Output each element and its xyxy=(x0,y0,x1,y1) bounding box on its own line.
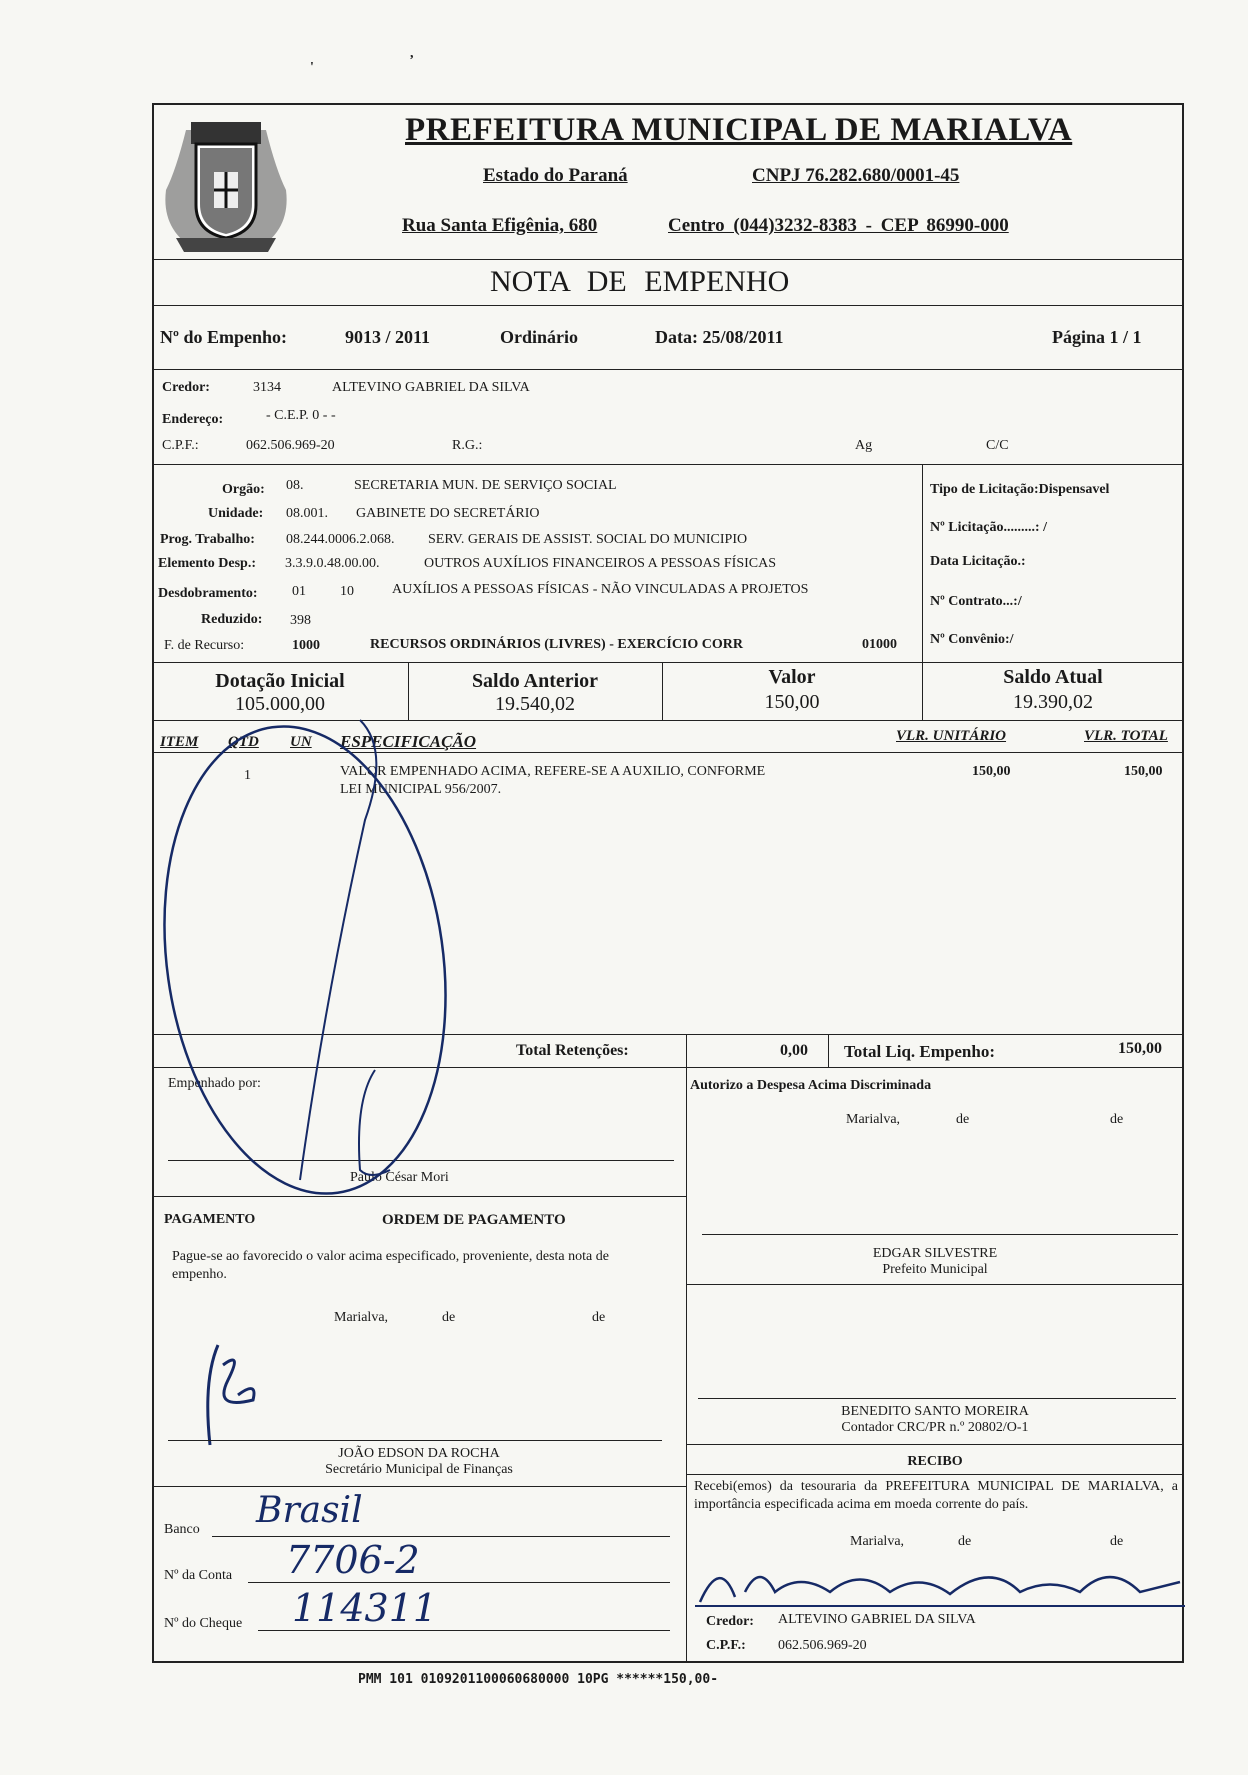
recibo-de2: de xyxy=(1110,1534,1124,1549)
divider xyxy=(922,464,923,664)
divider xyxy=(828,1034,829,1068)
orgao-desc: SECRETARIA MUN. DE SERVIÇO SOCIAL xyxy=(354,478,617,493)
reduzido-label: Reduzido: xyxy=(201,612,263,627)
credor-name: ALTEVINO GABRIEL DA SILVA xyxy=(332,380,530,395)
autorizo-city: Marialva, xyxy=(846,1112,901,1127)
ordem-pagamento-title: ORDEM DE PAGAMENTO xyxy=(382,1212,566,1228)
credor-code: 3134 xyxy=(253,380,281,395)
divider xyxy=(686,1444,1184,1445)
input-line xyxy=(258,1630,670,1631)
divider xyxy=(152,1486,686,1487)
divider xyxy=(152,662,1184,663)
secretario-title: Secretário Municipal de Finanças xyxy=(325,1462,513,1477)
conta-handwritten: 7706-2 xyxy=(286,1538,420,1582)
autorizo-de1: de xyxy=(956,1112,970,1127)
desdobramento-label: Desdobramento: xyxy=(158,586,258,601)
prefeito-title: Prefeito Municipal xyxy=(882,1262,988,1277)
recibo-credor-name: ALTEVINO GABRIEL DA SILVA xyxy=(778,1612,976,1627)
coat-of-arms-logo xyxy=(156,110,296,260)
ag-label: Ag xyxy=(855,438,873,453)
footer-code: PMM 101 0109201100060680000 10PG ******150,00- xyxy=(358,1672,719,1687)
item-desc-line2: LEI MUNICIPAL 956/2007. xyxy=(340,782,502,797)
header-title: PREFEITURA MUNICIPAL DE MARIALVA xyxy=(405,112,1073,148)
secretario-name: JOÃO EDSON DA ROCHA xyxy=(338,1446,500,1461)
pagamento-de1: de xyxy=(442,1310,456,1325)
recibo-cpf-value: 062.506.969-20 xyxy=(778,1638,867,1653)
page-number: Página 1 / 1 xyxy=(1052,327,1142,347)
dotacao-value: 105.000,00 xyxy=(235,693,325,715)
item-vlr-total: 150,00 xyxy=(1124,764,1163,779)
col-un: UN xyxy=(290,734,312,750)
prog-label: Prog. Trabalho: xyxy=(160,532,255,547)
rg-label: R.G.: xyxy=(452,438,483,453)
cpf-label: C.P.F.: xyxy=(162,438,199,453)
recibo-text: Recebi(emos) da tesouraria da PREFEITURA MUNICIPAL DE MARIALVA, a importância especificada acima em moeda corrente do país. xyxy=(694,1479,1178,1512)
orgao-label: Orgão: xyxy=(222,482,265,497)
numero-licitacao: Nº Licitação.........: / xyxy=(930,520,1047,535)
total-liq-label: Total Liq. Empenho: xyxy=(844,1042,995,1061)
divider xyxy=(152,369,1184,370)
pagamento-de2: de xyxy=(592,1310,606,1325)
header-address: Rua Santa Efigênia, 680 xyxy=(402,215,598,236)
banco-label: Banco xyxy=(164,1522,200,1537)
input-line xyxy=(248,1582,670,1583)
conta-label: Nº da Conta xyxy=(164,1568,233,1583)
divider xyxy=(686,1067,687,1663)
stray-mark: , xyxy=(410,46,414,61)
col-especificacao: ESPECIFICAÇÃO xyxy=(340,732,477,751)
recurso-label: F. de Recurso: xyxy=(164,638,245,653)
reduzido-value: 398 xyxy=(290,613,311,628)
pagamento-label: PAGAMENTO xyxy=(164,1212,256,1227)
cpf-value: 062.506.969-20 xyxy=(246,438,335,453)
recibo-title: RECIBO xyxy=(907,1454,963,1469)
divider xyxy=(686,1474,1184,1475)
recurso-value: 1000 xyxy=(292,638,320,653)
item-qtd: 1 xyxy=(244,768,251,783)
empenho-number: 9013 / 2011 xyxy=(345,327,431,347)
recibo-credor-label: Credor: xyxy=(706,1614,754,1629)
divider xyxy=(152,464,1184,465)
header-address-contact: Centro (044)3232-8383 - CEP 86990-000 xyxy=(668,215,1009,236)
col-vlr-unitario: VLR. UNITÁRIO xyxy=(896,728,1007,744)
divider xyxy=(152,305,1184,306)
tipo-licitacao: Tipo de Licitação:Dispensavel xyxy=(930,482,1110,497)
total-liq-value: 150,00 xyxy=(1118,1040,1162,1057)
recurso-desc: RECURSOS ORDINÁRIOS (LIVRES) - EXERCÍCIO CORR xyxy=(370,637,743,652)
numero-contrato: Nº Contrato...:/ xyxy=(930,594,1022,609)
autorizo-de2: de xyxy=(1110,1112,1124,1127)
desdobramento-desc: AUXÍLIOS A PESSOAS FÍSICAS - NÃO VINCULADAS A PROJETOS xyxy=(392,582,809,597)
unidade-label: Unidade: xyxy=(208,506,264,521)
empenhado-label: Empenhado por: xyxy=(168,1076,261,1091)
header-state: Estado do Paraná xyxy=(483,165,628,186)
banco-handwritten: Brasil xyxy=(256,1490,363,1531)
elemento-desc: OUTROS AUXÍLIOS FINANCEIROS A PESSOAS FÍSICAS xyxy=(424,556,777,571)
data-licitacao: Data Licitação.: xyxy=(930,554,1026,569)
numero-convenio: Nº Convênio:/ xyxy=(930,632,1014,647)
elemento-value: 3.3.9.0.48.00.00. xyxy=(285,556,380,571)
cc-label: C/C xyxy=(986,438,1009,453)
credor-signature xyxy=(690,1552,1190,1617)
unidade-value: 08.001. xyxy=(286,506,328,521)
signature-line xyxy=(168,1440,662,1441)
signature-line xyxy=(698,1398,1176,1399)
credor-label: Credor: xyxy=(162,380,210,395)
col-qtd: QTD xyxy=(228,734,259,750)
doc-title: NOTA DE EMPENHO xyxy=(490,265,790,298)
recibo-cpf-label: C.P.F.: xyxy=(706,1638,746,1653)
prefeito-name: EDGAR SILVESTRE xyxy=(872,1246,998,1261)
prog-desc: SERV. GERAIS DE ASSIST. SOCIAL DO MUNICIPIO xyxy=(428,532,748,547)
empenhado-name: Paulo César Mori xyxy=(350,1170,449,1185)
col-vlr-total: VLR. TOTAL xyxy=(1084,728,1168,744)
cheque-label: Nº do Cheque xyxy=(164,1616,243,1631)
retencoes-value: 0,00 xyxy=(780,1042,808,1059)
recurso-code: 01000 xyxy=(862,637,897,652)
saldo-atual-value: 19.390,02 xyxy=(1013,691,1093,713)
input-line xyxy=(212,1536,670,1537)
pagamento-text: Pague-se ao favorecido o valor acima especificado, proveniente, desta nota de empenho. xyxy=(172,1249,609,1282)
contador-name: BENEDITO SANTO MOREIRA xyxy=(841,1404,1029,1419)
autorizo-label: Autorizo a Despesa Acima Discriminada xyxy=(690,1078,932,1093)
cheque-handwritten: 114311 xyxy=(292,1586,438,1630)
item-desc-line1: VALOR EMPENHADO ACIMA, REFERE-SE A AUXILIO, CONFORME xyxy=(340,764,766,779)
col-item: ITEM xyxy=(160,734,199,750)
empenho-type: Ordinário xyxy=(500,327,579,347)
orgao-value: 08. xyxy=(286,478,304,493)
contador-title: Contador CRC/PR n.º 20802/O-1 xyxy=(841,1420,1029,1435)
item-vlr-unitario: 150,00 xyxy=(972,764,1011,779)
divider xyxy=(686,1284,1184,1285)
valor-value: 150,00 xyxy=(764,691,820,713)
recibo-de1: de xyxy=(958,1534,972,1549)
stray-mark: ' xyxy=(310,60,314,75)
pagamento-city: Marialva, xyxy=(334,1310,389,1325)
prog-value: 08.244.0006.2.068. xyxy=(286,532,395,547)
signature-line xyxy=(702,1234,1178,1235)
handwritten-oval-mark xyxy=(130,700,470,1245)
dotacao-label: Dotação Inicial xyxy=(215,670,345,692)
unidade-desc: GABINETE DO SECRETÁRIO xyxy=(356,506,540,521)
endereco-value: - C.E.P. 0 - - xyxy=(266,408,336,423)
header-cnpj: CNPJ 76.282.680/0001-45 xyxy=(752,165,960,186)
valor-label: Valor xyxy=(768,666,816,688)
divider xyxy=(152,259,1184,260)
saldo-atual-label: Saldo Atual xyxy=(1003,666,1103,688)
saldo-anterior-value: 19.540,02 xyxy=(495,693,575,715)
elemento-label: Elemento Desp.: xyxy=(158,556,256,571)
saldo-anterior-label: Saldo Anterior xyxy=(471,670,599,692)
recibo-city: Marialva, xyxy=(850,1534,905,1549)
empenho-date: Data: 25/08/2011 xyxy=(655,327,784,347)
empenho-label: Nº do Empenho: xyxy=(160,327,287,347)
desdobramento-b: 10 xyxy=(340,584,354,599)
desdobramento-a: 01 xyxy=(292,584,306,599)
endereco-label: Endereço: xyxy=(162,412,224,427)
retencoes-label: Total Retenções: xyxy=(516,1042,629,1059)
